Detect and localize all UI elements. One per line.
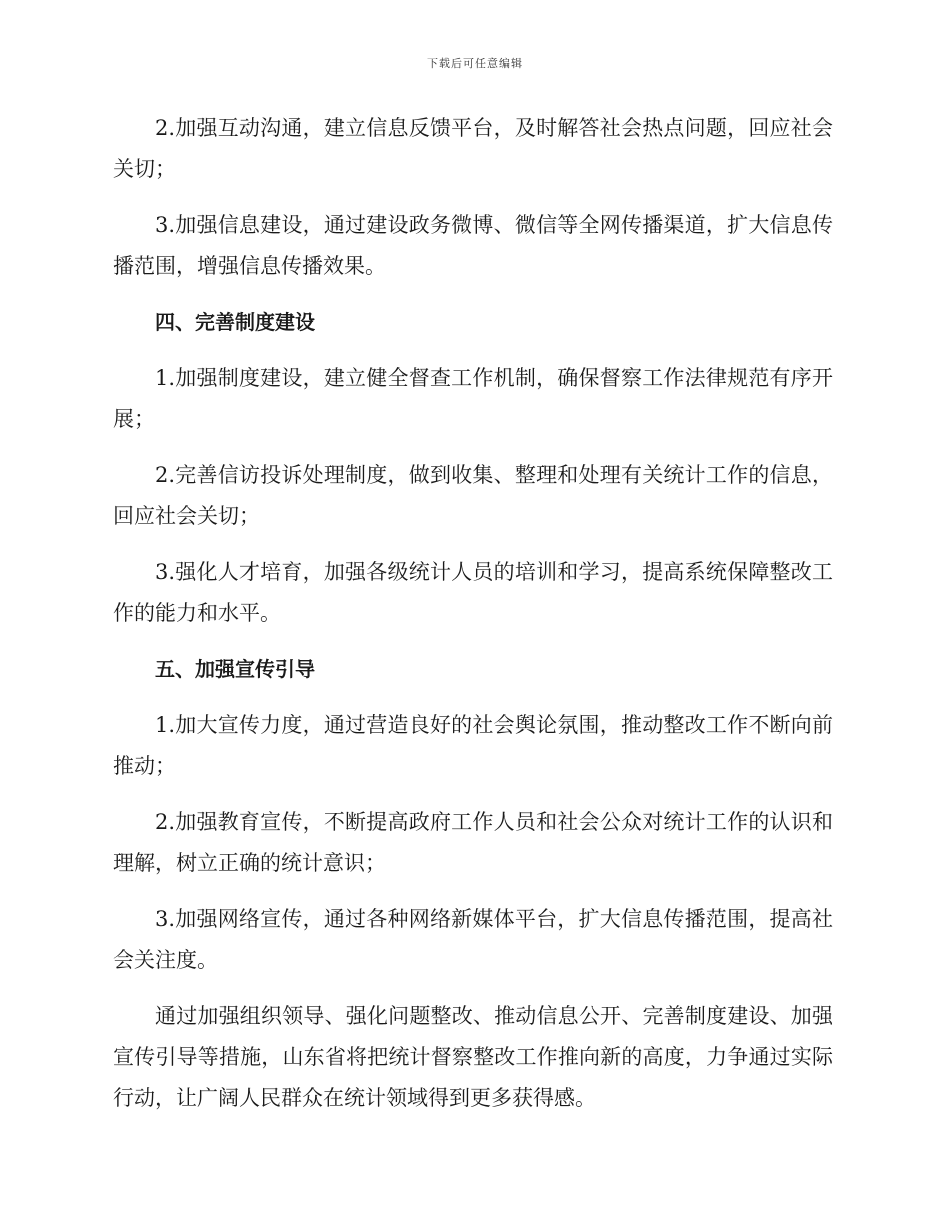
section-heading-system-construction: 四、完善制度建设 <box>155 310 315 334</box>
paragraph-information-construction: 3.加强信息建设，通过建设政务微博、微信等全网传播渠道，扩大信息传播范围，增强信息传播效果。 <box>113 213 833 278</box>
paragraph-system-building: 1.加强制度建设，建立健全督查工作机制，确保督察工作法律规范有序开展； <box>113 366 833 431</box>
paragraph-interaction-communication: 2.加强互动沟通，建立信息反馈平台，及时解答社会热点问题，回应社会关切； <box>113 116 833 181</box>
paragraph-petition-handling: 2.完善信访投诉处理制度，做到收集、整理和处理有关统计工作的信息，回应社会关切； <box>113 463 833 528</box>
document-body <box>113 108 833 1134</box>
section-heading-publicity-guidance: 五、加强宣传引导 <box>155 657 315 681</box>
paragraph-education-publicity: 2.加强教育宣传，不断提高政府工作人员和社会公众对统计工作的认识和理解，树立正确的统计意识； <box>113 810 833 875</box>
paragraph-online-publicity: 3.加强网络宣传，通过各种网络新媒体平台，扩大信息传播范围，提高社会关注度。 <box>113 907 833 972</box>
paragraph-publicity-efforts: 1.加大宣传力度，通过营造良好的社会舆论氛围，推动整改工作不断向前推动； <box>113 713 833 778</box>
paragraph-conclusion: 通过加强组织领导、强化问题整改、推动信息公开、完善制度建设、加强宣传引导等措施，山东省将把统计督察整改工作推向新的高度，力争通过实际行动，让广阔人民群众在统计领域得到更多获得感。 <box>113 1004 833 1110</box>
page-header: 下载后可任意编辑 <box>427 57 523 70</box>
paragraph-talent-cultivation: 3.强化人才培育，加强各级统计人员的培训和学习，提高系统保障整改工作的能力和水平。 <box>113 560 833 625</box>
